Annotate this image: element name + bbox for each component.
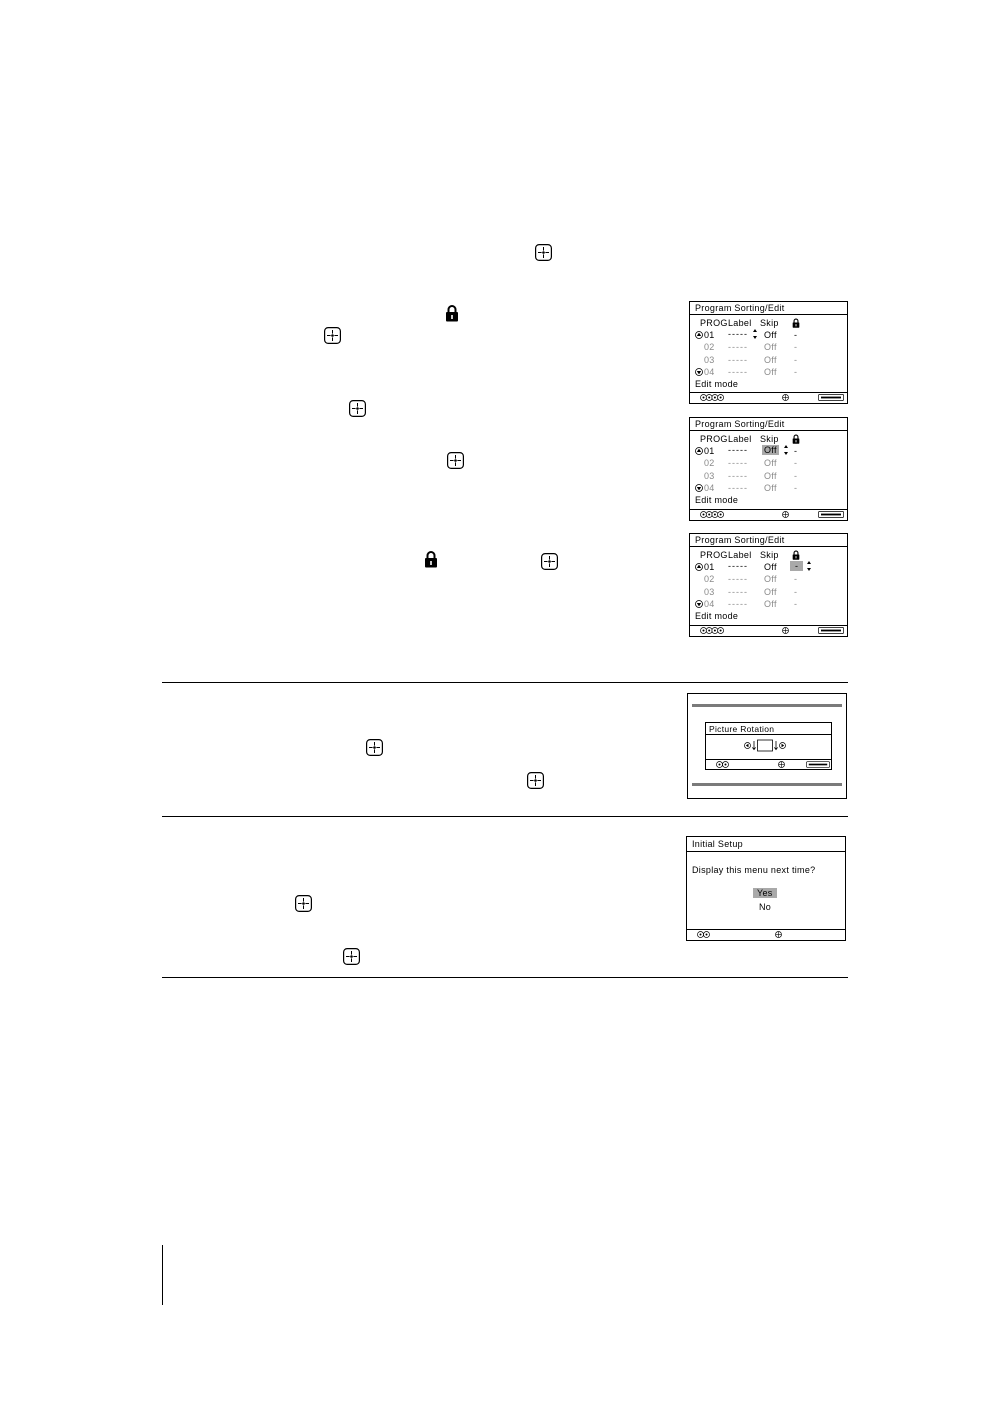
ok-key-icon [775,931,782,938]
row-label: ----- [728,458,748,468]
down-arrow-icon [695,368,703,376]
top-bar [692,704,842,707]
lock-icon [424,550,438,568]
ok-key-icon [782,394,789,401]
left-right-keys-icon [716,761,729,768]
row-prog: 03 [704,471,715,481]
ok-key-icon [778,761,785,768]
row-label: ----- [728,471,748,481]
row-prog: 04 [704,483,715,493]
col-prog: PROG [700,550,728,560]
col-skip: Skip [760,318,779,328]
row-skip: Off [764,330,777,340]
rotation-control-icon [744,739,792,752]
rotation-title: Picture Rotation [709,724,775,734]
col-label: Label [728,434,752,444]
section-divider [162,977,848,978]
row-lock: - [794,471,798,481]
ok-button-icon [541,553,558,570]
row-prog: 02 [704,342,715,352]
rotation-footer [706,759,831,769]
bottom-bar [692,783,842,786]
row-prog: 04 [704,599,715,609]
row-label: ----- [728,329,748,339]
osd-header [690,418,847,431]
row-skip: Off [764,599,777,609]
osd-footer [690,509,847,520]
ok-key-icon [782,627,789,634]
program-sorting-screen-3 [689,533,848,637]
row-prog: 01 [704,562,715,572]
ok-button-icon [527,772,544,789]
osd-header [690,302,847,315]
row-label: ----- [728,445,748,455]
row-lock: - [794,458,798,468]
up-down-arrow-icon [807,561,811,571]
row-skip: Off [764,471,777,481]
row-prog: 01 [704,446,715,456]
row-label: ----- [728,483,748,493]
navigation-keys-icon [700,511,724,518]
ok-button-icon [366,739,383,756]
menu-exit-icon [818,394,844,401]
ok-button-icon [343,948,360,965]
col-skip: Skip [760,550,779,560]
row-skip: Off [764,367,777,377]
row-skip: Off [764,574,777,584]
lock-icon [445,304,459,322]
row-prog: 03 [704,587,715,597]
row-prog: 03 [704,355,715,365]
section-divider [162,816,848,817]
row-lock: - [794,587,798,597]
row-lock: - [794,599,798,609]
row-label: ----- [728,367,748,377]
osd-header [690,534,847,547]
ok-button-icon [349,400,366,417]
row-skip: Off [764,342,777,352]
down-arrow-icon [695,600,703,608]
navigation-keys-icon [700,627,724,634]
up-down-arrow-icon [784,445,788,455]
ok-button-icon [535,244,552,261]
row-lock: - [794,355,798,365]
row-lock: - [794,342,798,352]
program-sorting-screen-2 [689,417,848,521]
edit-mode-label: Edit mode [695,495,739,505]
lock-icon [792,318,800,328]
menu-exit-icon [818,627,844,634]
option-yes[interactable]: Yes [753,888,777,898]
osd-footer [687,929,845,940]
rotation-header [706,723,831,735]
row-prog: 04 [704,367,715,377]
col-prog: PROG [700,318,728,328]
row-skip: Off [764,458,777,468]
ok-button-icon [447,452,464,469]
up-down-arrow-icon [753,329,757,339]
osd-title: Program Sorting/Edit [695,419,785,429]
navigation-keys-icon [700,394,724,401]
row-skip: Off [764,587,777,597]
initial-setup-screen [686,836,846,941]
up-arrow-icon [695,447,703,455]
section-divider [162,682,848,683]
row-prog: 01 [704,330,715,340]
osd-title: Initial Setup [692,839,743,849]
row-lock: - [794,367,798,377]
row-lock: - [794,330,798,340]
margin-bar [162,1245,163,1305]
rotation-dialog [705,722,832,770]
program-sorting-screen-1 [689,301,848,404]
row-lock: - [794,446,798,456]
row-skip: Off [764,562,777,572]
ok-key-icon [782,511,789,518]
row-label: ----- [728,342,748,352]
menu-exit-icon [806,761,830,768]
row-label: ----- [728,561,748,571]
setup-question: Display this menu next time? [692,865,816,875]
edit-mode-label: Edit mode [695,611,739,621]
row-lock: - [794,574,798,584]
option-no[interactable]: No [759,902,772,912]
row-skip: Off [764,483,777,493]
osd-title: Program Sorting/Edit [695,303,785,313]
edit-mode-label: Edit mode [695,379,739,389]
ok-button-icon [324,327,341,344]
osd-header [687,837,845,852]
osd-footer [690,392,847,403]
row-skip: Off [764,355,777,365]
col-label: Label [728,318,752,328]
osd-footer [690,625,847,636]
row-label: ----- [728,587,748,597]
menu-exit-icon [818,511,844,518]
row-skip-selected: Off [764,445,777,455]
up-arrow-icon [695,563,703,571]
osd-title: Program Sorting/Edit [695,535,785,545]
lock-icon [792,434,800,444]
picture-rotation-screen [687,693,847,799]
col-prog: PROG [700,434,728,444]
row-lock: - [794,483,798,493]
col-skip: Skip [760,434,779,444]
up-down-keys-icon [697,931,710,938]
row-label: ----- [728,574,748,584]
row-label: ----- [728,355,748,365]
ok-button-icon [295,895,312,912]
lock-icon [792,550,800,560]
up-arrow-icon [695,331,703,339]
row-prog: 02 [704,458,715,468]
row-prog: 02 [704,574,715,584]
row-lock-selected: - [790,561,803,571]
row-label: ----- [728,599,748,609]
down-arrow-icon [695,484,703,492]
col-label: Label [728,550,752,560]
